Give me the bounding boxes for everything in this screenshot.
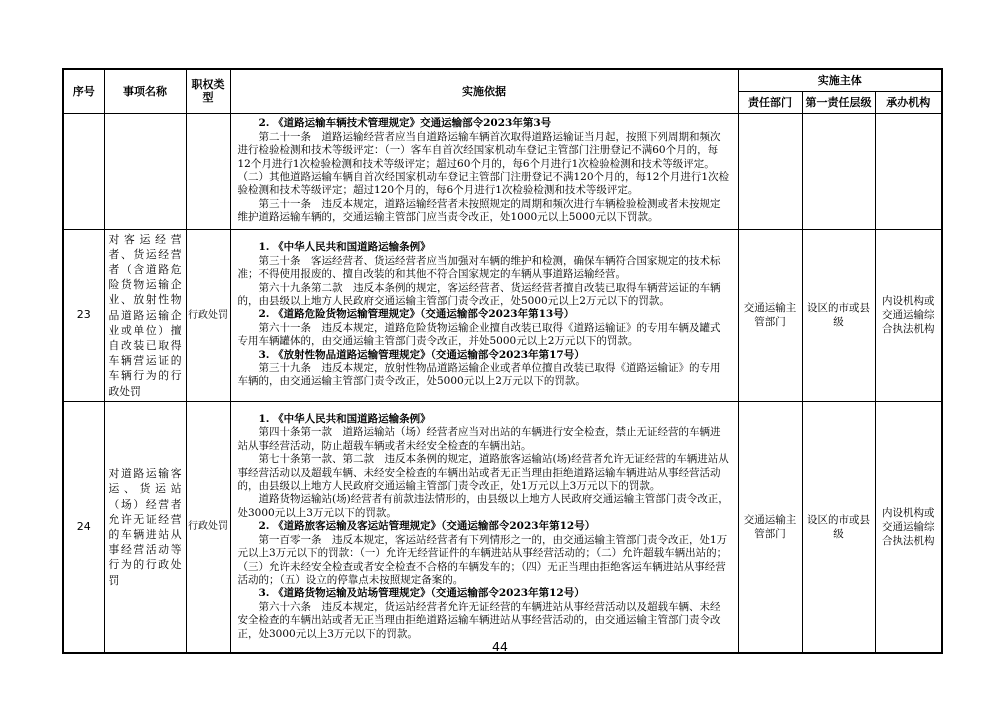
header-basis: 实施依据	[230, 69, 738, 113]
basis-paragraph: 第二十一条 道路运输经营者应当自道路运输车辆首次取得道路运输证当月起，按照下列周期和频次进行检验检测和技术等级评定：（一）客车自首次经国家机动车登记主管部门注册登记不满60个月的，每12个月进行1次检验检测和技术等级评定；超过60个月的，每6个月进行1次检验检测和技术等级评定。（二）其他道路运输车辆自首次经国家机动车登记主管部门注册登记不满120个月的，每12个月进行1次检验检测和技术等级评定；超过120个月的，每6个月进行1次检验检测和技术等级评定。	[237, 130, 730, 197]
authority-type-cell: 行政处罚	[186, 401, 230, 653]
basis-paragraph: 2. 《道路旅客运输及客运站管理规定》（交通运输部令2023年第12号）	[258, 520, 596, 533]
item-name-cell: 对客运经营者、货运经营者（含道路危险货物运输企业、放射性物品道路运输企业或单位）擅自改装已取得车辆营运证的车辆行为的行政处罚	[104, 229, 186, 401]
basis-paragraph: 第一百零一条 违反本规定，客运站经营者有下列情形之一的，由交通运输主管部门责令改正，处1万元以上3万元以下的罚款：（一）允许无经营证件的车辆进站从事经营活动的；（二）允许超载车辆出站的；（三）允许未经安全检查或者安全检查不合格的车辆发车的；（四）无正当理由拒绝客运车辆进站从事经营活动的；（五）设立的停靠点未按照规定备案的。	[237, 533, 728, 586]
basis-paragraph: 第六十一条 违反本规定，道路危险货物运输企业擅自改装已取得《道路运输证》的专用车辆及罐式专用车辆罐体的，由交通运输主管部门责令改正，并处5000元以上2万元以下的罚款。	[237, 321, 721, 348]
header-responsible-dept: 责任部门	[738, 91, 802, 113]
header-handling-agency: 承办机构	[875, 91, 942, 113]
basis-cell	[230, 229, 738, 401]
basis-paragraph: 第六十六条 违反本规定，货运站经营者允许无证经营的车辆进站从事经营活动以及超载车辆、未经安全检查的车辆出站或者无正当理由拒绝道路运输车辆进站从事经营活动的，由交通运输主管部门责令改正，处3000元以上3万元以下的罚款。	[237, 600, 721, 640]
basis-paragraph: 第六十九条第二款 违反本条例的规定，客运经营者、货运经营者擅自改装已取得车辆营运证的车辆的，由县级以上地方人民政府交通运输主管部门责令改正，处5000元以上2万元以下的罚款。	[237, 281, 721, 307]
basis-cell	[230, 113, 738, 229]
authority-type-cell: 行政处罚	[186, 229, 230, 401]
authority-type-cell	[186, 113, 230, 229]
basis-paragraph: 1. 《中华人民共和国道路运输条例》	[258, 241, 431, 254]
seq-cell: 24	[63, 401, 104, 653]
table-row	[63, 229, 942, 401]
item-name-cell	[104, 113, 186, 229]
basis-paragraph: 第三十条 客运经营者、货运经营者应当加强对车辆的维护和检测，确保车辆符合国家规定的技术标准；不得使用报废的、擅自改装的和其他不符合国家规定的车辆从事道路运输经营。	[237, 254, 721, 281]
agency-cell	[875, 113, 942, 229]
basis-paragraph: 第四十条第一款 道路运输站（场）经营者应当对出站的车辆进行安全检查，禁止无证经营的车辆进站从事经营活动，防止超载车辆或者未经安全检查的车辆出站。	[237, 426, 721, 452]
level-cell	[802, 113, 875, 229]
dept-cell: 交通运输主管部门	[738, 229, 802, 401]
basis-paragraph: 3. 《道路货物运输及站场管理规定》（交通运输部令2023年第12号）	[258, 587, 585, 600]
basis-paragraph: 第三十一条 违反本规定，道路运输经营者未按照规定的周期和频次进行车辆检验检测或者未按规定维护道路运输车辆的，交通运输主管部门应当责令改正，处1000元以上5000元以下罚款。	[237, 197, 721, 224]
table-header-row-1	[63, 69, 942, 91]
header-first-responsibility-level: 第一责任层级	[802, 91, 875, 113]
header-item-name: 事项名称	[104, 69, 186, 113]
header-seq: 序号	[63, 69, 104, 113]
dept-cell	[738, 113, 802, 229]
basis-paragraph: 第七十条第一款、第二款 违反本条例的规定，道路旅客运输站(场)经营者允许无证经营的车辆进站从事经营活动以及超载车辆、未经安全检查的车辆出站或者无正当理由拒绝道路运输车辆进站从事经营活动的，由县级以上地方人民政府交通运输主管部门责令改正，处1万元以上3万元以下的罚款。	[237, 453, 729, 493]
table-row	[63, 113, 942, 229]
seq-cell: 23	[63, 229, 104, 401]
item-name-cell: 对道路运输客运、货运站（场）经营者允许无证经营的车辆进站从事经营活动等行为的行政处罚	[104, 401, 186, 653]
page-number: 44	[492, 639, 508, 654]
header-authority-type: 职权类型	[186, 69, 230, 113]
header-implementing-subject: 实施主体	[738, 69, 942, 91]
dept-cell: 交通运输主管部门	[738, 401, 802, 653]
basis-cell	[230, 401, 738, 653]
basis-paragraph: 第三十九条 违反本规定，放射性物品道路运输企业或者单位擅自改装已取得《道路运输证》的专用车辆的，由交通运输主管部门责令改正，处5000元以上2万元以下的罚款。	[237, 362, 721, 388]
agency-cell: 内设机构或交通运输综合执法机构	[875, 229, 942, 401]
basis-paragraph: 道路货物运输站(场)经营者有前款违法情形的，由县级以上地方人民政府交通运输主管部门责令改正，处3000元以上3万元以下的罚款。	[237, 493, 729, 519]
basis-paragraph: 3. 《放射性物品道路运输管理规定》（交通运输部令2023年第17号）	[258, 348, 585, 361]
table-body	[63, 113, 942, 653]
agency-cell: 内设机构或交通运输综合执法机构	[875, 401, 942, 653]
basis-paragraph: 1. 《中华人民共和国道路运输条例》	[258, 413, 431, 426]
powers-responsibilities-table	[62, 68, 943, 654]
table-row	[63, 401, 942, 653]
level-cell: 设区的市或县级	[802, 401, 875, 653]
basis-paragraph: 2. 《道路危险货物运输管理规定》（交通运输部令2023年第13号）	[258, 308, 575, 321]
basis-paragraph: 2. 《道路运输车辆技术管理规定》交通运输部令2023年第3号	[258, 117, 552, 130]
level-cell: 设区的市或县级	[802, 229, 875, 401]
seq-cell	[63, 113, 104, 229]
